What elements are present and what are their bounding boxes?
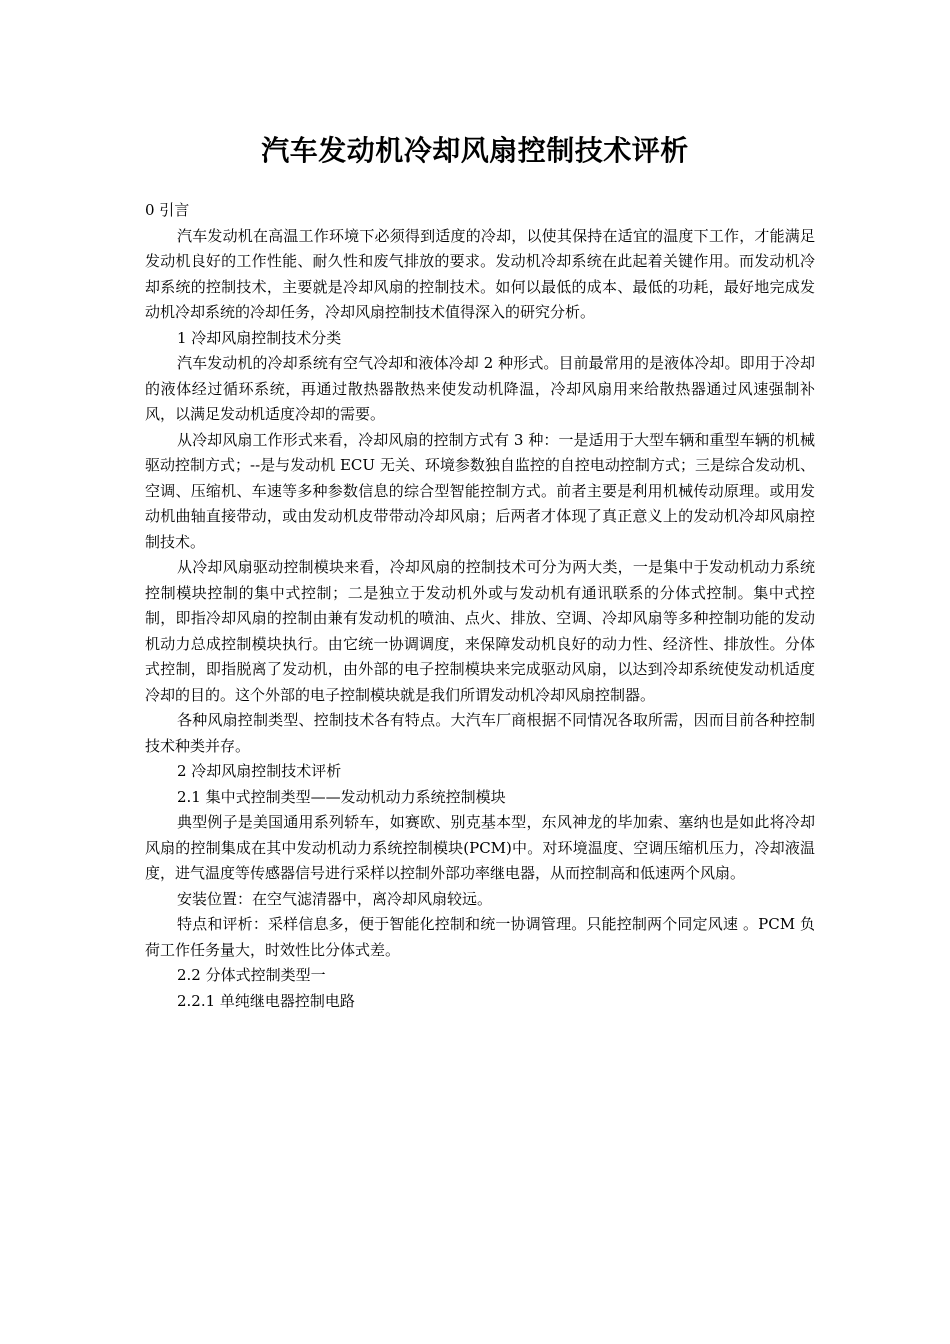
body-paragraph: 安装位置：在空气滤清器中，离冷却风扇较远。 [177,889,493,908]
section-heading: 2 冷却风扇控制技术评析 [177,762,342,780]
document-body [145,198,815,1014]
body-paragraph: 汽车发动机在高温工作环境下必须得到适度的冷却，以使其保持在适宜的温度下工作，才能满足发动机良好的工作性能、耐久性和废气排放的要求。发动机冷却系统在此起着关键作用。而发动机冷却系统的控制技术，主要就是冷却风扇的控制技术。如何以最低的成本、最低的功耗，最好地完成发动机冷却系统的冷却任务，冷却风扇控制技术值得深入的研究分析。 [145,226,815,321]
document-title: 汽车发动机冷却风扇控制技术评析 [261,134,689,167]
body-paragraph: 从冷却风扇驱动控制模块来看，冷却风扇的控制技术可分为两大类，一是集中于发动机动力系统控制模块控制的集中式控制；二是独立于发动机外或与发动机有通讯联系的分体式控制。集中式控制，即指冷却风扇的控制由兼有发动机的喷油、点火、排放、空调、冷却风扇等多种控制功能的发动机动力总成控制模块执行。由它统一协调调度，来保障发动机良好的动力性、经济性、排放性。分体式控制，即指脱离了发动机，由外部的电子控制模块来完成驱动风扇，以达到冷却系统使发动机适度冷却的目的。这个外部的电子控制模块就是我们所谓发动机冷却风扇控制器。 [145,558,815,704]
body-paragraph: 典型例子是美国通用系列轿车，如赛欧、别克基本型，东风神龙的毕加索、塞纳也是如此将冷却风扇的控制集成在其中发动机动力系统控制模块(PCM)中。对环境温度、空调压缩机压力，冷却液温度，进气温度等传感器信号进行采样以控制外部功率继电器，从而控制高和低速两个风扇。 [145,813,815,882]
body-paragraph: 各种风扇控制类型、控制技术各有特点。大汽车厂商根据不同情况各取所需，因而目前各种控制技术种类并存。 [145,711,815,755]
body-paragraph: 从冷却风扇工作形式来看，冷却风扇的控制方式有 3 种：一是适用于大型车辆和重型车辆的机械驱动控制方式；--是与发动机 ECU 无关、环境参数独自监控的自控电动控制方式；三是综合发动机、空调、压缩机、车速等多种参数信息的综合型智能控制方式。前者主要是利用机械传动原理。或用发动机曲轴直接带动，或由发动机皮带带动冷却风扇；后两者才体现了真正意义上的发动机冷却风扇控制技术。 [145,430,815,551]
body-paragraph: 特点和评析：采样信息多，便于智能化控制和统一协调管理。只能控制两个同定风速 。PCM 负荷工作任务量大，时效性比分体式差。 [145,915,815,959]
body-paragraph: 汽车发动机的冷却系统有空气冷却和液体冷却 2 种形式。目前最常用的是液体冷却。即用于冷却的液体经过循环系统，再通过散热器散热来使发动机降温，冷却风扇用来给散热器通过风速强制补风，以满足发动机适度冷却的需要。 [145,354,815,423]
section-heading: 2.2 分体式控制类型一 [177,966,326,984]
section-heading: 2.1 集中式控制类型——发动机动力系统控制模块 [177,787,506,806]
section-heading: 2.2.1 单纯继电器控制电路 [177,991,355,1010]
section-heading: 0 引言 [145,201,190,219]
section-heading: 1 冷却风扇控制技术分类 [177,328,342,347]
